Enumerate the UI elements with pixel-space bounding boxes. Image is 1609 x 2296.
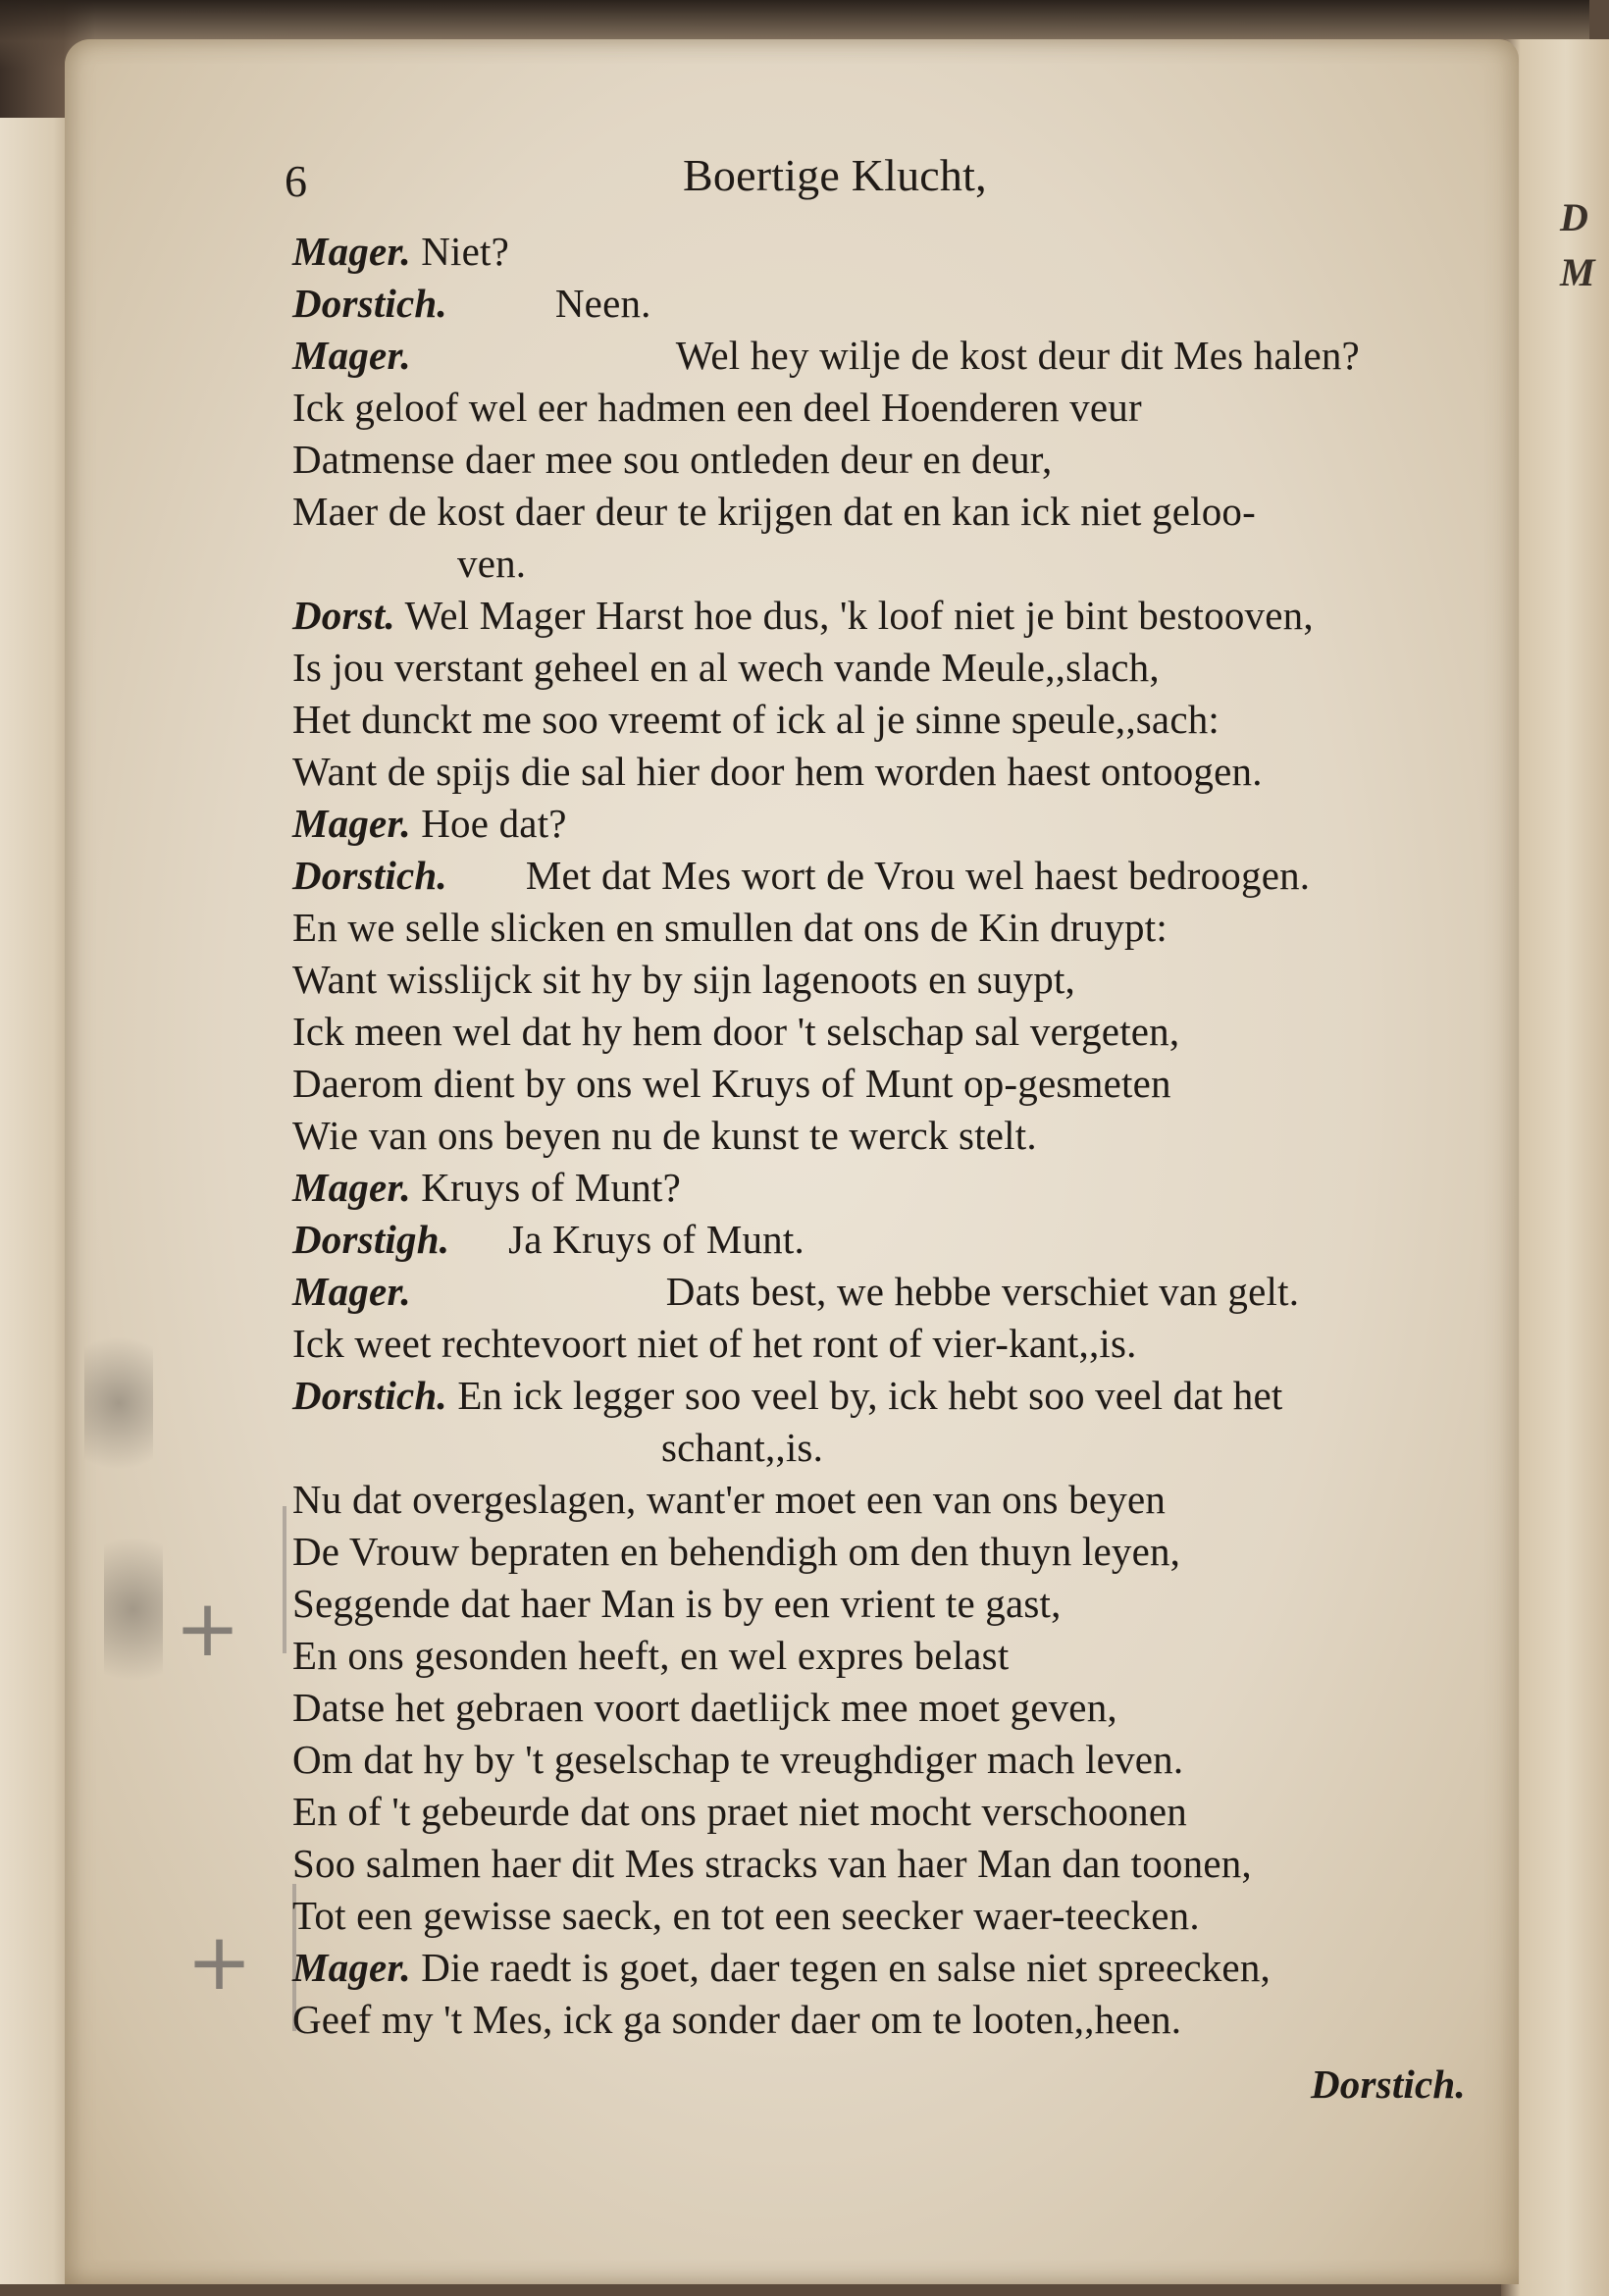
line-text: Ick meen wel dat hy hem door 't selschap sal vergeten,	[292, 1009, 1180, 1054]
line-text: Wie van ons beyen nu de kunst te werck stelt.	[292, 1113, 1037, 1158]
verse-line	[292, 1008, 1179, 1055]
ink-smudge	[84, 1315, 153, 1491]
line-text: En of 't gebeurde dat ons praet niet mocht verschoonen	[292, 1789, 1187, 1834]
facing-page-fragment: D	[1560, 195, 1588, 239]
speaker-name: Mager.	[292, 1165, 411, 1210]
line-text: Die raedt is goet, daer tegen en salse niet spreecken,	[421, 1945, 1271, 1990]
verse-line	[292, 1164, 681, 1211]
verse-line	[292, 904, 1168, 951]
ink-smudge	[104, 1511, 163, 1707]
line-text: Daerom dient by ons wel Kruys of Munt op-gesmeten	[292, 1061, 1171, 1106]
verse-line	[292, 280, 651, 327]
facing-page-fragment: M	[1560, 250, 1595, 294]
verse-line	[292, 644, 1160, 691]
line-text: Datmense daer mee sou ontleden deur en deur,	[292, 437, 1053, 482]
speaker-name: Dorstich.	[292, 281, 447, 326]
speaker-name: Dorstigh.	[292, 1217, 450, 1262]
line-text: Om dat hy by 't geselschap te vreughdiger mach leven.	[292, 1737, 1184, 1782]
verse-line	[292, 332, 1360, 379]
verse-line	[292, 1684, 1117, 1731]
line-text: Wel hey wilje de kost deur dit Mes halen?	[675, 333, 1360, 378]
verse-line	[292, 696, 1220, 743]
speaker-name: Dorstich.	[292, 1373, 447, 1418]
verse-line	[292, 1996, 1181, 2043]
verse-line	[292, 592, 1314, 639]
line-text: Niet?	[421, 229, 510, 274]
verse-line	[292, 1944, 1271, 1991]
speaker-name: Mager.	[292, 1269, 411, 1314]
line-text: Wel Mager Harst hoe dus, 'k loof niet je bint bestooven,	[404, 593, 1314, 638]
line-text: Want wisslijck sit hy by sijn lagenoots en suypt,	[292, 957, 1075, 1002]
line-text: Ja Kruys of Munt.	[508, 1217, 804, 1262]
verse-line	[292, 1476, 1166, 1523]
verse-line	[457, 540, 526, 587]
verse-line	[661, 1424, 823, 1471]
line-text: Geef my 't Mes, ick ga sonder daer om te looten,,heen.	[292, 1997, 1182, 2042]
line-text: Want de spijs die sal hier door hem worden haest ontoogen.	[292, 749, 1263, 794]
pencil-cross-mark: +	[186, 1916, 253, 2008]
line-text: En ick legger soo veel by, ick hebt soo veel dat het	[457, 1373, 1283, 1418]
line-text: Soo salmen haer dit Mes stracks van haer Man dan toonen,	[292, 1841, 1252, 1886]
speaker-name: Mager.	[292, 801, 411, 846]
verse-line	[292, 800, 567, 847]
speaker-name: Mager.	[292, 1945, 411, 1990]
line-text: Nu dat overgeslagen, want'er moet een van ons beyen	[292, 1477, 1167, 1522]
line-text: Seggende dat haer Man is by een vrient te gast,	[292, 1581, 1062, 1626]
pencil-cross-mark: +	[175, 1583, 241, 1674]
line-text: Dats best, we hebbe verschiet van gelt.	[665, 1269, 1300, 1314]
verse-line	[292, 228, 509, 275]
verse-line	[292, 1632, 1009, 1679]
speaker-name: Mager.	[292, 333, 411, 378]
speaker-name: Dorstich.	[292, 853, 447, 898]
verse-line	[292, 488, 1256, 535]
verse-line	[292, 1320, 1137, 1367]
line-text: En ons gesonden heeft, en wel expres belast	[292, 1633, 1010, 1678]
line-text: schant,,is.	[661, 1425, 824, 1470]
running-title: Boertige Klucht,	[683, 150, 987, 200]
verse-line	[292, 852, 1310, 899]
verse-line	[292, 1372, 1282, 1419]
verse-line	[292, 1736, 1183, 1783]
verse-line	[292, 1112, 1037, 1159]
verse-line	[292, 436, 1052, 483]
line-text: ven.	[457, 541, 527, 586]
speaker-name: Mager.	[292, 229, 411, 274]
line-text: Maer de kost daer deur te krijgen dat en kan ick niet geloo-	[292, 489, 1256, 534]
line-text: En we selle slicken en smullen dat ons de Kin druypt:	[292, 905, 1168, 950]
line-text: Datse het gebraen voort daetlijck mee moet geven,	[292, 1685, 1117, 1730]
verse-line	[292, 1060, 1171, 1107]
line-text: Het dunckt me soo vreemt of ick al je sinne speule,,sach:	[292, 697, 1220, 742]
line-text: Neen.	[554, 281, 651, 326]
verse-line	[292, 1216, 804, 1263]
speaker-name: Dorst.	[292, 593, 395, 638]
verse-line	[292, 384, 1142, 431]
verse-line	[292, 1580, 1062, 1627]
verse-line	[292, 1268, 1299, 1315]
line-text: Tot een gewisse saeck, en tot een seecker waer-teecken.	[292, 1893, 1200, 1938]
line-text: Kruys of Munt?	[421, 1165, 681, 1210]
line-text: Is jou verstant geheel en al wech vande Meule,,slach,	[292, 645, 1160, 690]
line-text: Ick geloof wel eer hadmen een deel Hoenderen veur	[292, 385, 1142, 430]
verse-line	[292, 1528, 1180, 1575]
page-number: 6	[285, 156, 308, 206]
verse-line	[292, 1788, 1187, 1835]
verse-line	[292, 1892, 1200, 1939]
line-text: De Vrouw bepraten en behendigh om den thuyn leyen,	[292, 1529, 1181, 1574]
line-text: Hoe dat?	[421, 801, 567, 846]
catchword: Dorstich.	[1311, 2061, 1466, 2107]
verse-line	[292, 956, 1075, 1003]
verse-line	[292, 1840, 1252, 1887]
line-text: Met dat Mes wort de Vrou wel haest bedroogen.	[525, 853, 1311, 898]
pencil-bracket	[283, 1506, 286, 1653]
verse-line	[292, 748, 1263, 795]
book-page	[65, 39, 1519, 2284]
line-text: Ick weet rechtevoort niet of het ront of vier-kant,,is.	[292, 1321, 1137, 1366]
